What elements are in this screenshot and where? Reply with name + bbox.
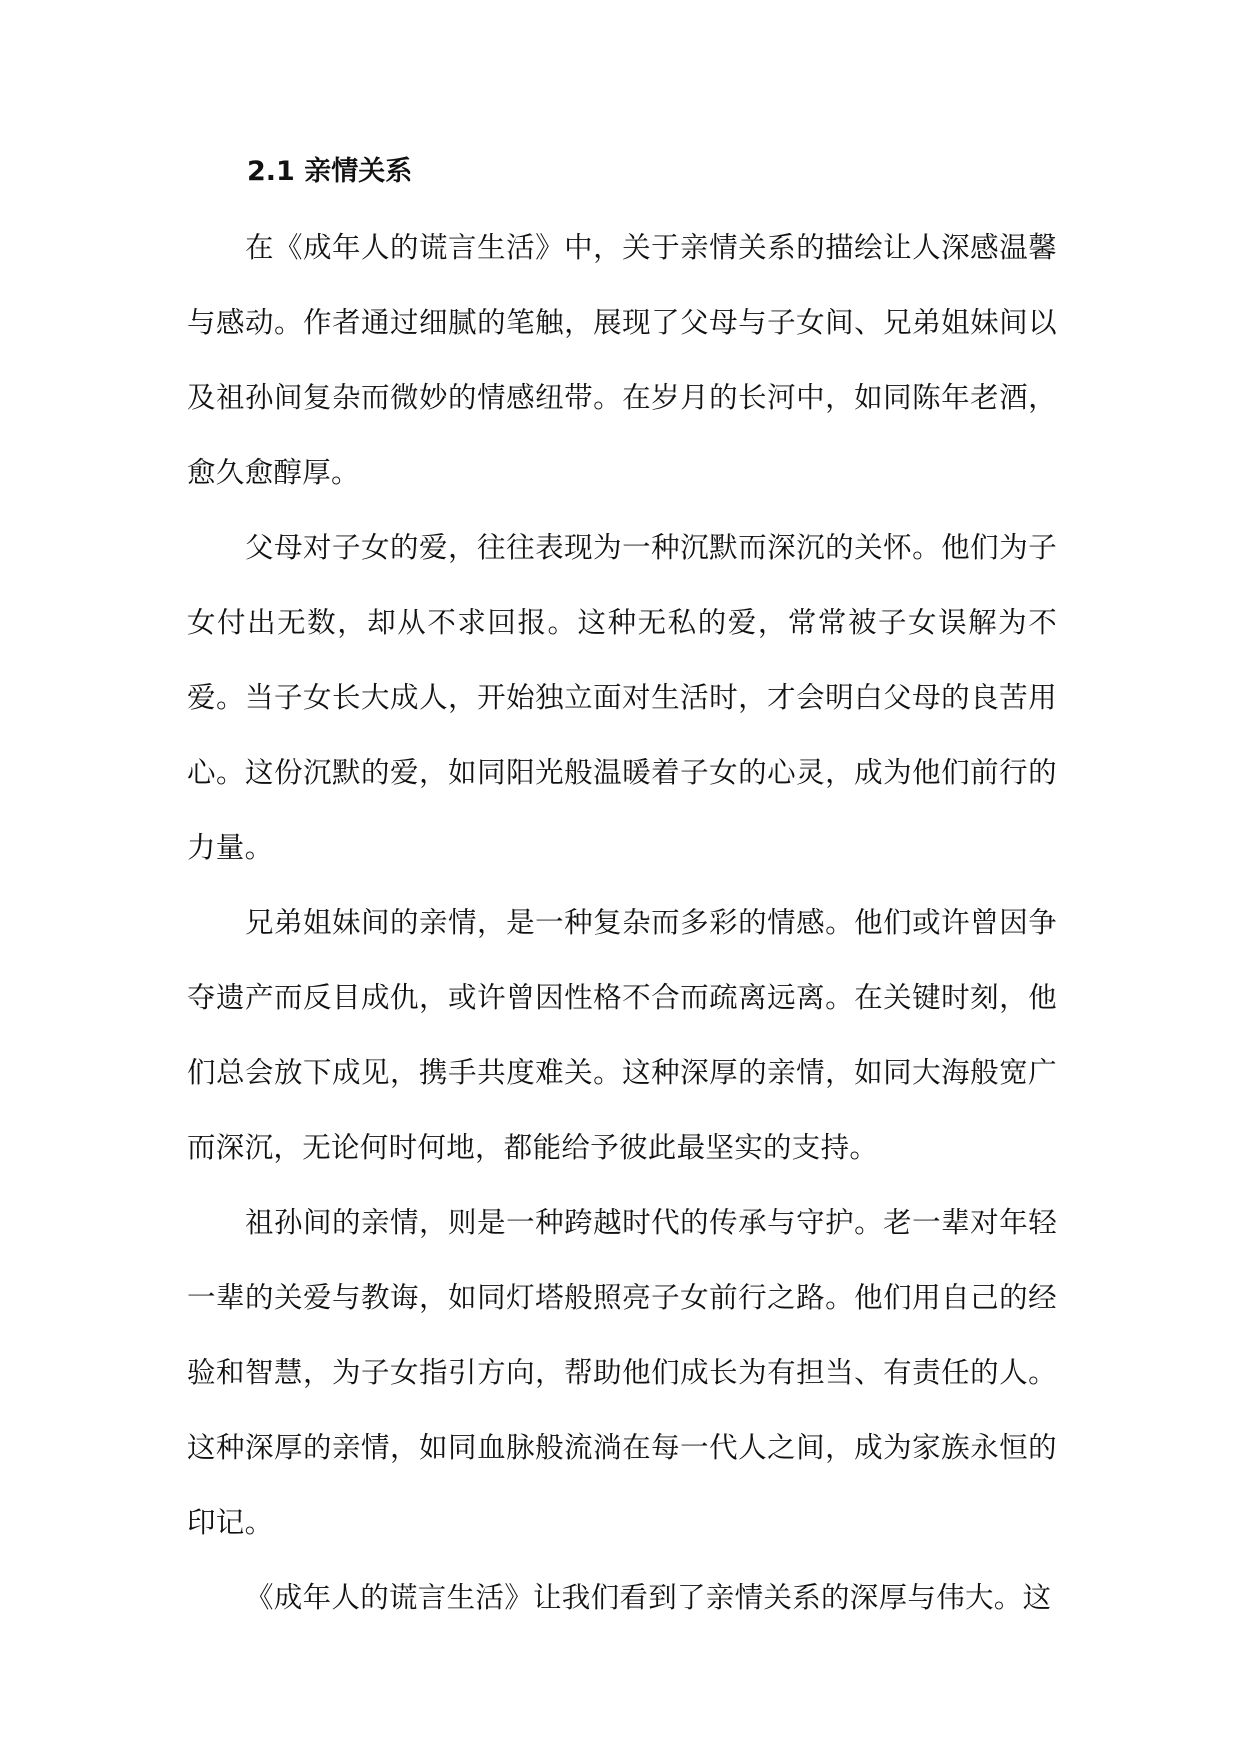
- document-body: [187, 148, 1057, 1635]
- section-heading: 2.1 亲情关系: [247, 156, 413, 187]
- paragraph-grandparents: 祖孙间的亲情，则是一种跨越时代的传承与守护。老一辈对年轻一辈的关爱与教诲，如同灯塔般照亮子女前行之路。他们用自己的经验和智慧，为子女指引方向，帮助他们成长为有担当、有责任的人。这种深厚的亲情，如同血脉般流淌在每一代人之间，成为家族永恒的印记。: [187, 1206, 1057, 1539]
- paragraph-parents: 父母对子女的爱，往往表现为一种沉默而深沉的关怀。他们为子女付出无数，却从不求回报。这种无私的爱，常常被子女误解为不爱。当子女长大成人，开始独立面对生活时，才会明白父母的良苦用心。这份沉默的爱，如同阳光般温暖着子女的心灵，成为他们前行的力量。: [187, 531, 1057, 864]
- paragraph-conclusion: 《成年人的谎言生活》让我们看到了亲情关系的深厚与伟大。这: [245, 1581, 1052, 1614]
- paragraph-siblings: 兄弟姐妹间的亲情，是一种复杂而多彩的情感。他们或许曾因争夺遗产而反目成仇，或许曾因性格不合而疏离远离。在关键时刻，他们总会放下成见，携手共度难关。这种深厚的亲情，如同大海般宽广而深沉，无论何时何地，都能给予彼此最坚实的支持。: [187, 906, 1057, 1164]
- paragraph-intro: 在《成年人的谎言生活》中，关于亲情关系的描绘让人深感温馨与感动。作者通过细腻的笔触，展现了父母与子女间、兄弟姐妹间以及祖孙间复杂而微妙的情感纽带。在岁月的长河中，如同陈年老酒，愈久愈醇厚。: [187, 231, 1057, 489]
